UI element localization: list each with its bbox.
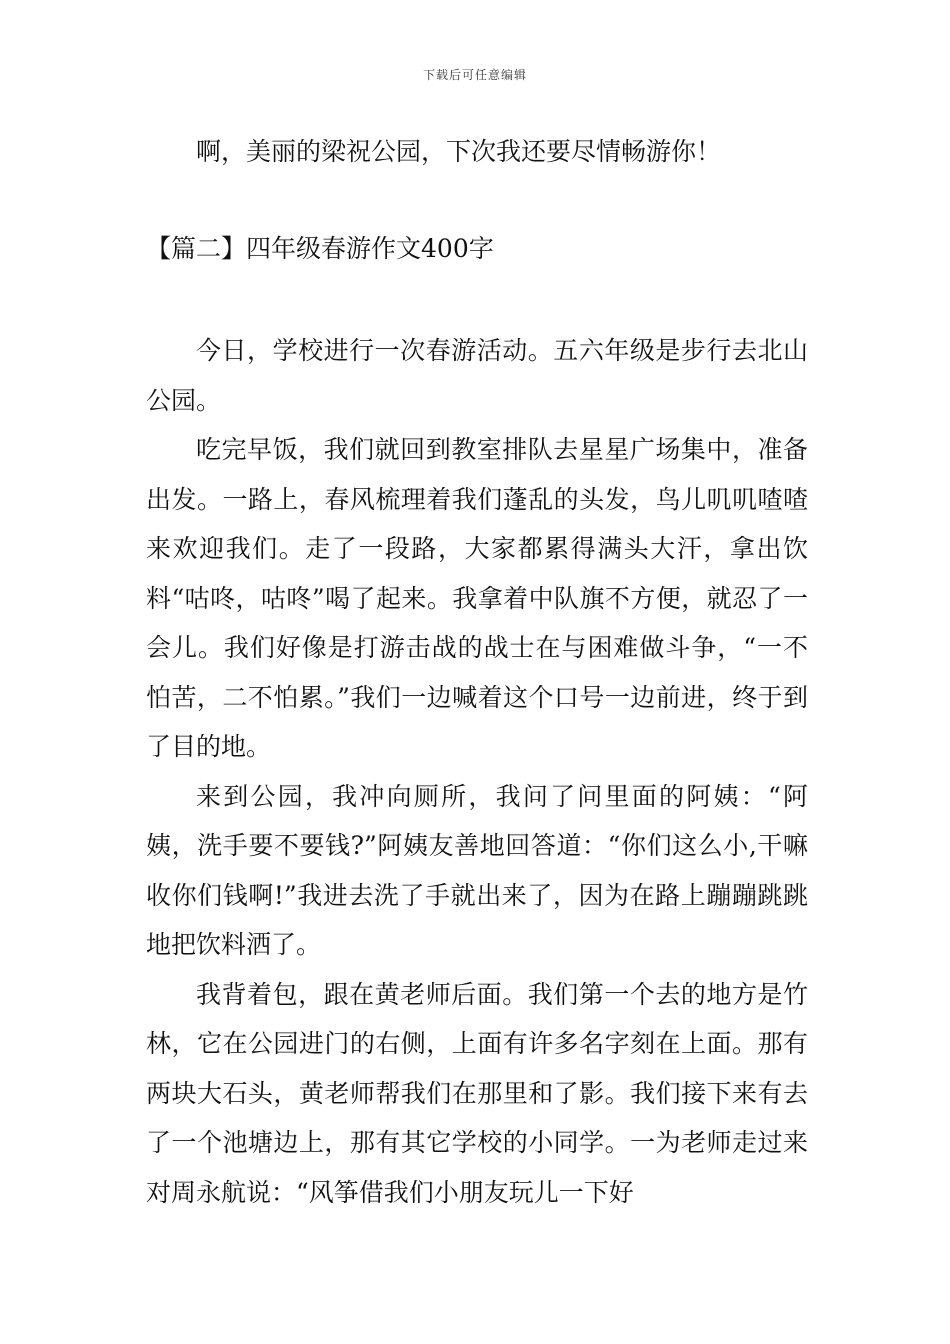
paragraph: 我背着包，跟在黄老师后面。我们第一个去的地方是竹林，它在公园进门的右侧，上面有许多名字刻在上面。那有两块大石头，黄老师帮我们在那里和了影。我们接下来有去了一个池塘边上，那有其它学校的小同学。一为老师走过来对周永航说：“风筝借我们小朋友玩儿一下好 [146,979,808,1207]
paragraph: 今日，学校进行一次春游活动。五六年级是步行去北山公园。 [146,336,808,415]
section-heading: 【篇二】四年级春游作文400字 [146,234,494,263]
paragraph: 来到公园，我冲向厕所，我问了问里面的阿姨：“阿姨，洗手要不要钱?”阿姨友善地回答道：“你们这么小,干嘛收你们钱啊!”我进去洗了手就出来了，因为在路上蹦蹦跳跳地把饮料洒了。 [146,781,808,959]
previous-article-closing-line: 啊，美丽的梁祝公园，下次我还要尽情畅游你！ [196,137,722,166]
download-note: 下载后可任意编辑 [422,68,527,82]
paragraph: 吃完早饭，我们就回到教室排队去星星广场集中，准备出发。一路上，春风梳理着我们蓬乱的头发，鸟儿叽叽喳喳来欢迎我们。走了一段路，大家都累得满头大汗，拿出饮料“咕咚，咕咚”喝了起来。我拿着中队旗不方便，就忍了一会儿。我们好像是打游击战的战士在与困难做斗争，“一不怕苦，二不怕累。”我们一边喊着这个口号一边前进，终于到了目的地。 [146,435,808,761]
article-body [146,326,808,1217]
